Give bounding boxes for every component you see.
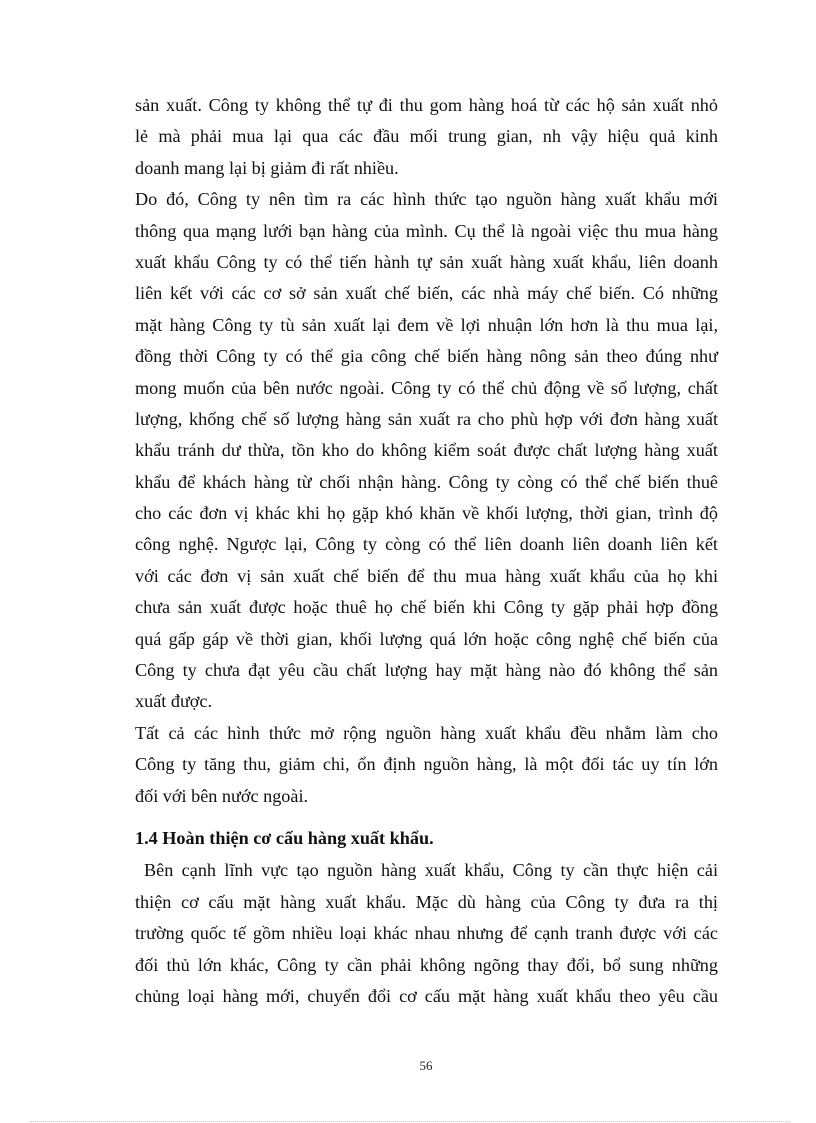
text-line: khẩu tránh dư thừa, tồn kho do không kiểm soát được chất lượng hàng xuất [135,440,718,461]
section-heading: 1.4 Hoàn thiện cơ cấu hàng xuất khẩu. [135,827,434,848]
text-line: công nghệ. Ngược lại, Công ty còng có thể liên doanh liên doanh liên kết [135,534,718,555]
text-line: sản xuất. Công ty không thể tự đi thu gom hàng hoá từ các hộ sản xuất nhỏ [135,95,718,115]
text-line: trường quốc tế gồm nhiều loại khác nhau nhưng để cạnh tranh được với các [135,923,718,944]
text-line: doanh mang lại bị giảm đi rất nhiều. [135,157,399,178]
text-line: xuất được. [135,691,213,712]
text-line: đối thủ lớn khác, Công ty cần phải không ngõng thay đổi, bổ sung những [135,954,718,975]
text-line: đối với bên nước ngoài. [135,785,309,806]
text-line: đồng thời Công ty có thể gia công chế biến hàng nông sản theo đúng như [135,346,718,367]
text-line: Công ty chưa đạt yêu cầu chất lượng hay mặt hàng nào đó không thể sản [135,660,718,681]
text-line: khẩu để khách hàng từ chối nhận hàng. Công ty còng có thể chế biến thuê [135,471,718,492]
text-line: lượng, khống chế số lượng hàng sản xuất ra cho phù hợp với đơn hàng xuất [135,408,718,429]
body-text [135,90,718,1012]
page-bottom-divider [30,1121,790,1122]
text-line: liên kết với các cơ sở sản xuất chế biến, các nhà máy chế biến. Có những [135,283,718,304]
text-line: Do đó, Công ty nên tìm ra các hình thức tạo nguồn hàng xuất khẩu mới [135,189,718,210]
text-line: Tất cả các hình thức mở rộng nguồn hàng xuất khẩu đều nhằm làm cho [135,722,718,743]
text-line: quá gấp gáp về thời gian, khối lượng quá lớn hoặc công nghệ chế biến của [135,628,718,649]
text-line: lẻ mà phải mua lại qua các đầu mối trung gian, nh vậy hiệu quả kinh [135,126,718,147]
text-line: mặt hàng Công ty tù sản xuất lại đem về lợi nhuận lớn hơn là thu mua lại, [135,314,718,335]
text-line: thông qua mạng lưới bạn hàng của mình. Cụ thể là ngoài việc thu mua hàng [135,220,718,241]
text-line: Công ty tăng thu, giảm chi, ổn định nguồn hàng, là một đối tác uy tín lớn [135,754,718,775]
text-line: cho các đơn vị khác khi họ gặp khó khăn về khối lượng, thời gian, trình độ [135,503,718,524]
text-line: với các đơn vị sản xuất chế biến để thu mua hàng xuất khẩu của họ khi [135,565,718,586]
text-line: Bên cạnh lĩnh vực tạo nguồn hàng xuất khẩu, Công ty cần thực hiện cải [144,860,718,881]
text-line: chủng loại hàng mới, chuyển đổi cơ cấu mặt hàng xuất khẩu theo yêu cầu [135,985,718,1006]
text-line: xuất khẩu Công ty có thể tiến hành tự sản xuất hàng xuất khẩu, liên doanh [135,251,718,272]
page-number: 56 [419,1058,433,1073]
text-line: thiện cơ cấu mặt hàng xuất khẩu. Mặc dù hàng của Công ty đưa ra thị [135,891,718,912]
text-line: chưa sản xuất được hoặc thuê họ chế biến khi Công ty gặp phải hợp đồng [135,597,718,618]
text-line: mong muốn của bên nước ngoài. Công ty có thể chủ động về số lượng, chất [135,377,718,398]
